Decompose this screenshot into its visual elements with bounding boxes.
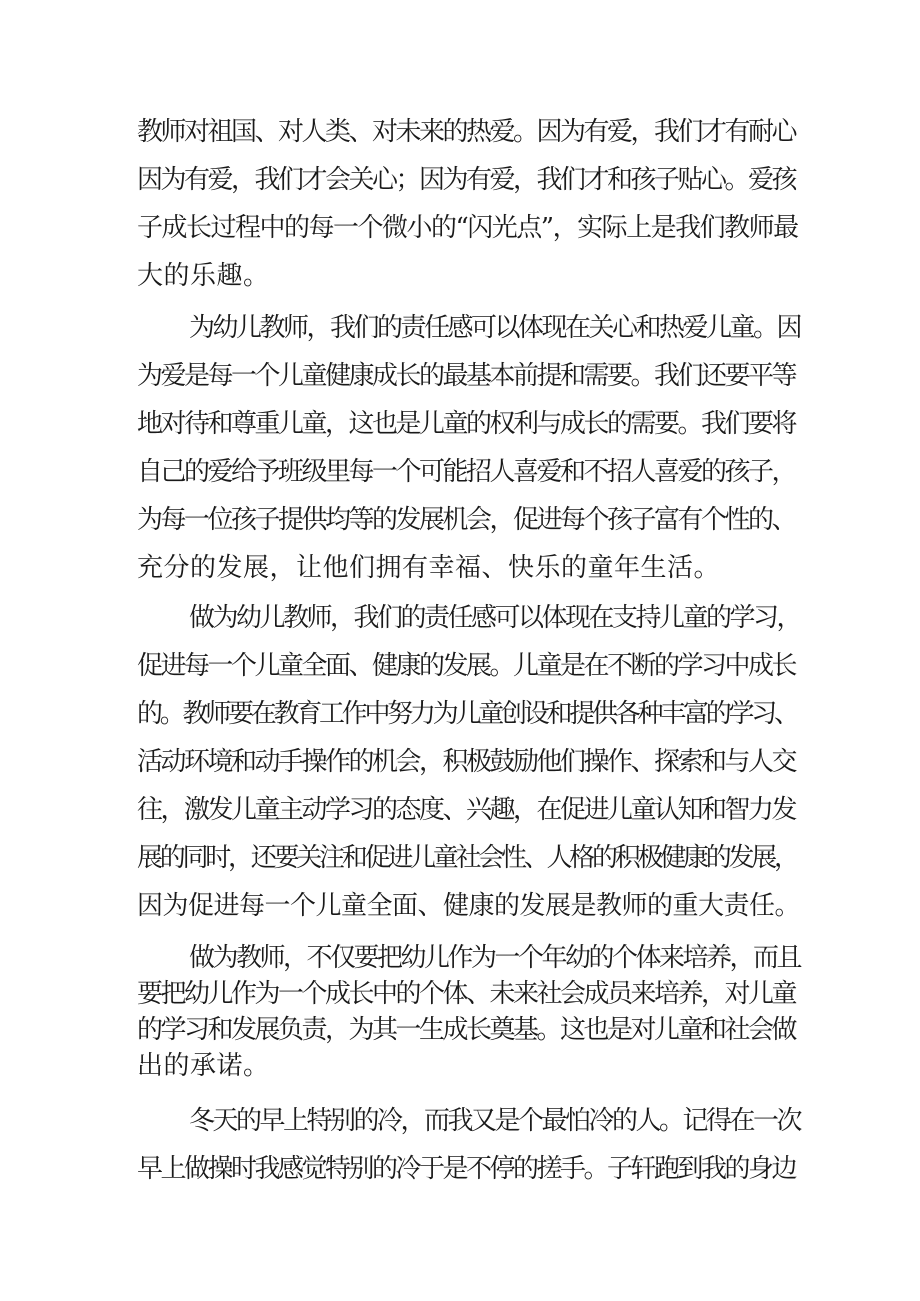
text-line: 因为有爱，我们才会关心；因为有爱，我们才和孩子贴心。爱孩 [137, 165, 796, 195]
text-line: 活动环境和动手操作的机会，积极鼓励他们操作、探索和与人交 [137, 747, 796, 777]
text-line: 为爱是每一个儿童健康成长的最基本前提和需要。我们还要平等 [137, 361, 796, 391]
text-line: 为幼儿教师，我们的责任感可以体现在关心和热爱儿童。因 [189, 313, 801, 343]
text-line: 为每一位孩子提供均等的发展机会，促进每个孩子富有个性的、 [137, 505, 796, 535]
text-line: 促进每一个儿童全面、健康的发展。儿童是在不断的学习中成长 [137, 651, 796, 681]
text-line: 因为促进每一个儿童全面、健康的发展是教师的重大责任。 [137, 891, 801, 921]
text-line: 早上做操时我感觉特别的冷于是不停的搓手。子轩跑到我的身边 [137, 1154, 796, 1184]
text-line: 出的承诺。 [137, 1051, 270, 1081]
text-line: 往，激发儿童主动学习的态度、兴趣，在促进儿童认知和智力发 [137, 795, 796, 825]
text-line: 子成长过程中的每一个微小的“闪光点”，实际上是我们教师最 [137, 213, 798, 243]
text-line: 地对待和尊重儿童，这也是儿童的权利与成长的需要。我们要将 [137, 409, 796, 439]
text-line: 冬天的早上特别的冷，而我又是个最怕冷的人。记得在一次 [189, 1106, 801, 1136]
text-line: 要把幼儿作为一个成长中的个体、未来社会成员来培养，对儿童 [137, 979, 796, 1009]
text-line: 的。教师要在教育工作中努力为儿童创设和提供各种丰富的学习、 [137, 699, 797, 729]
text-line: 展的同时，还要关注和促进儿童社会性、人格的积极健康的发展， [137, 843, 797, 873]
text-line: 大的乐趣。 [137, 261, 270, 291]
text-line: 自己的爱给予班级里每一个可能招人喜爱和不招人喜爱的孩子， [137, 457, 796, 487]
text-line: 教师对祖国、对人类、对未来的热爱。因为有爱，我们才有耐心 [137, 117, 796, 147]
text-line: 的学习和发展负责，为其一生成长奠基。这也是对儿童和社会做 [137, 1015, 796, 1045]
text-line: 充分的发展，让他们拥有幸福、快乐的童年生活。 [137, 553, 721, 583]
text-line: 做为教师，不仅要把幼儿作为一个年幼的个体来培养，而且 [189, 943, 801, 973]
text-line: 做为幼儿教师，我们的责任感可以体现在支持儿童的学习， [189, 603, 801, 633]
